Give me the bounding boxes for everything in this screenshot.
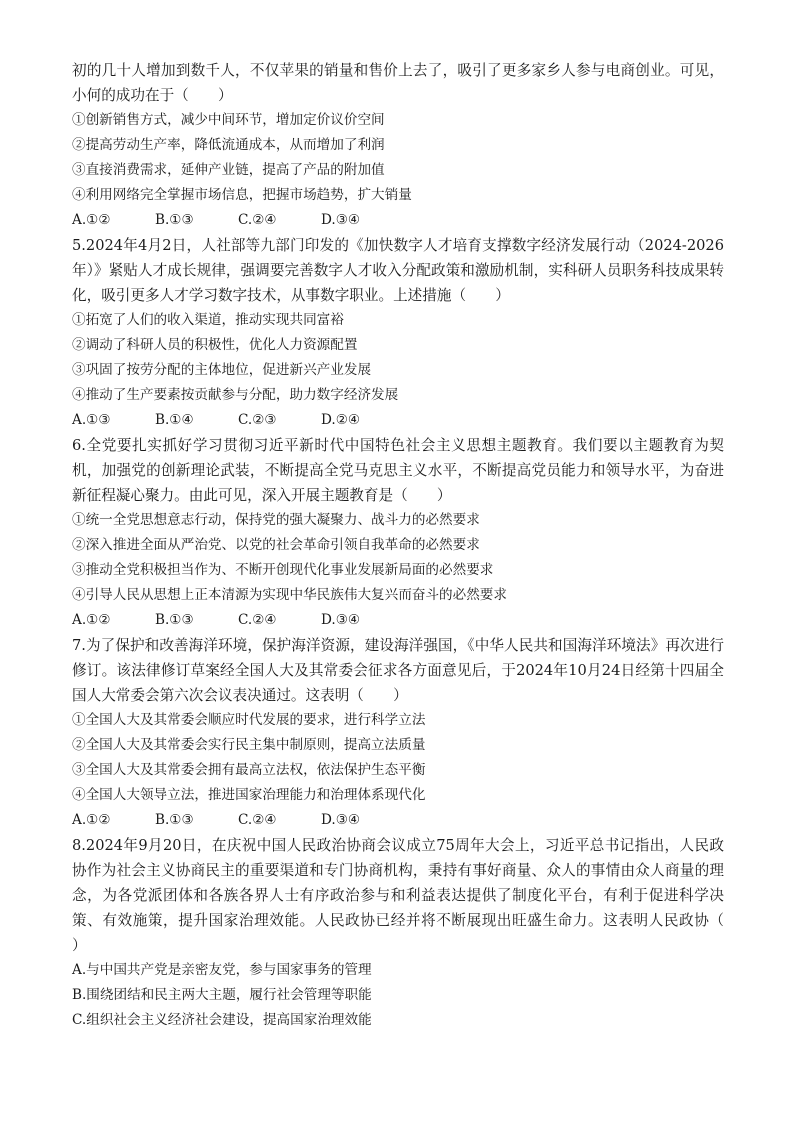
choice-a: A.①② [72,812,111,828]
choice-c: C.②③ [238,412,277,428]
statement-option: ④全国人大领导立法，推进国家治理能力和治理体系现代化 [72,787,426,803]
question-stem: 5.2024年4月2日，人社部等九部门印发的《加快数字人才培育支撑数字经济发展行动（2024-2026年）》紧贴人才成长规律，强调要完善数字人才收入分配政策和激励机制，实科研人员职务科技成果转化，吸引更多人才学习数字技术，从事数字职业。上述措施（ ） [72,237,724,304]
choice-a: A.①② [72,612,111,628]
question-7 [72,633,724,833]
question-stem: 初的几十人增加到数千人，不仅苹果的销量和售价上去了，吸引了更多家乡人参与电商创业。可见，小何的成功在于（ ） [72,62,724,104]
choice-b: B.①③ [155,212,194,228]
choice-a: A.①③ [72,412,111,428]
statement-option: ②深入推进全面从严治党、以党的社会革命引领自我革命的必然要求 [72,537,480,553]
question-6 [72,433,724,633]
question-stem: 7.为了保护和改善海洋环境，保护海洋资源，建设海洋强国，《中华人民共和国海洋环境法》再次进行修订。该法律修订草案经全国人大及其常委会征求各方面意见后，于2024年10月24日经第十四届全国人大常委会第六次会议表决通过。这表明（ ） [72,637,724,704]
choice-d: D.③④ [321,212,361,228]
statement-option: ①拓宽了人们的收入渠道，推动实现共同富裕 [72,312,344,328]
choice-b: B.①③ [155,812,194,828]
choice-d: D.③④ [321,612,361,628]
question-5 [72,233,724,433]
statement-option: ①统一全党思想意志行动，保持党的强大凝聚力、战斗力的必然要求 [72,512,480,528]
answer-choices [72,408,724,433]
choice-b: B.①④ [155,412,194,428]
choice-d: D.③④ [321,812,361,828]
choice-c: C.②④ [238,612,277,628]
choice-c: C.②④ [238,812,277,828]
answer-choices [72,208,724,233]
choice-c: C.②④ [238,212,277,228]
choice-a: A.①② [72,212,111,228]
statement-option: ③直接消费需求，延伸产业链，提高了产品的附加值 [72,162,385,178]
question-stem: 6.全党要扎实抓好学习贯彻习近平新时代中国特色社会主义思想主题教育。我们要以主题教育为契机，加强党的创新理论武装，不断提高全党马克思主义水平，不断提高党员能力和领导水平，为奋进新征程凝心聚力。由此可见，深入开展主题教育是（ ） [72,437,724,504]
statement-option: ①全国人大及其常委会顺应时代发展的要求，进行科学立法 [72,712,426,728]
question-stem: 8.2024年9月20日，在庆祝中国人民政治协商会议成立75周年大会上，习近平总书记指出，人民政协作为社会主义协商民主的重要渠道和专门协商机构，秉持有事好商量、众人的事情由众人商量的理念，为各党派团体和各族各界人士有序政治参与和利益表达提供了制度化平台，有利于促进科学决策、有效施策，提升国家治理效能。人民政协已经并将不断展现出旺盛生命力。这表明人民政协（ ） [72,837,754,954]
statement-option: ②全国人大及其常委会实行民主集中制原则，提高立法质量 [72,737,426,753]
statement-option: ②提高劳动生产率，降低流通成本，从而增加了利润 [72,137,385,153]
answer-option-a: A.与中国共产党是亲密友党，参与国家事务的管理 [72,962,372,978]
statement-option: ③巩固了按劳分配的主体地位，促进新兴产业发展 [72,362,372,378]
statement-option: ③推动全党积极担当作为、不断开创现代化事业发展新局面的必然要求 [72,562,494,578]
choice-d: D.②④ [321,412,361,428]
statement-option: ④推动了生产要素按贡献参与分配，助力数字经济发展 [72,387,399,403]
statement-option: ①创新销售方式，减少中间环节，增加定价议价空间 [72,112,385,128]
statement-option: ②调动了科研人员的积极性，优化人力资源配置 [72,337,358,353]
answer-option-b: B.围绕团结和民主两大主题，履行社会管理等职能 [72,987,372,1003]
question-8 [72,833,754,1033]
answer-choices [72,808,724,833]
question-4-continuation [72,58,724,233]
answer-choices [72,608,724,633]
answer-option-c: C.组织社会主义经济社会建设，提高国家治理效能 [72,1012,372,1028]
statement-option: ④引导人民从思想上正本清源为实现中华民族伟大复兴而奋斗的必然要求 [72,587,507,603]
statement-option: ③全国人大及其常委会拥有最高立法权，依法保护生态平衡 [72,762,426,778]
choice-b: B.①③ [155,612,194,628]
statement-option: ④利用网络完全掌握市场信息，把握市场趋势，扩大销量 [72,187,412,203]
exam-page [72,58,754,1033]
